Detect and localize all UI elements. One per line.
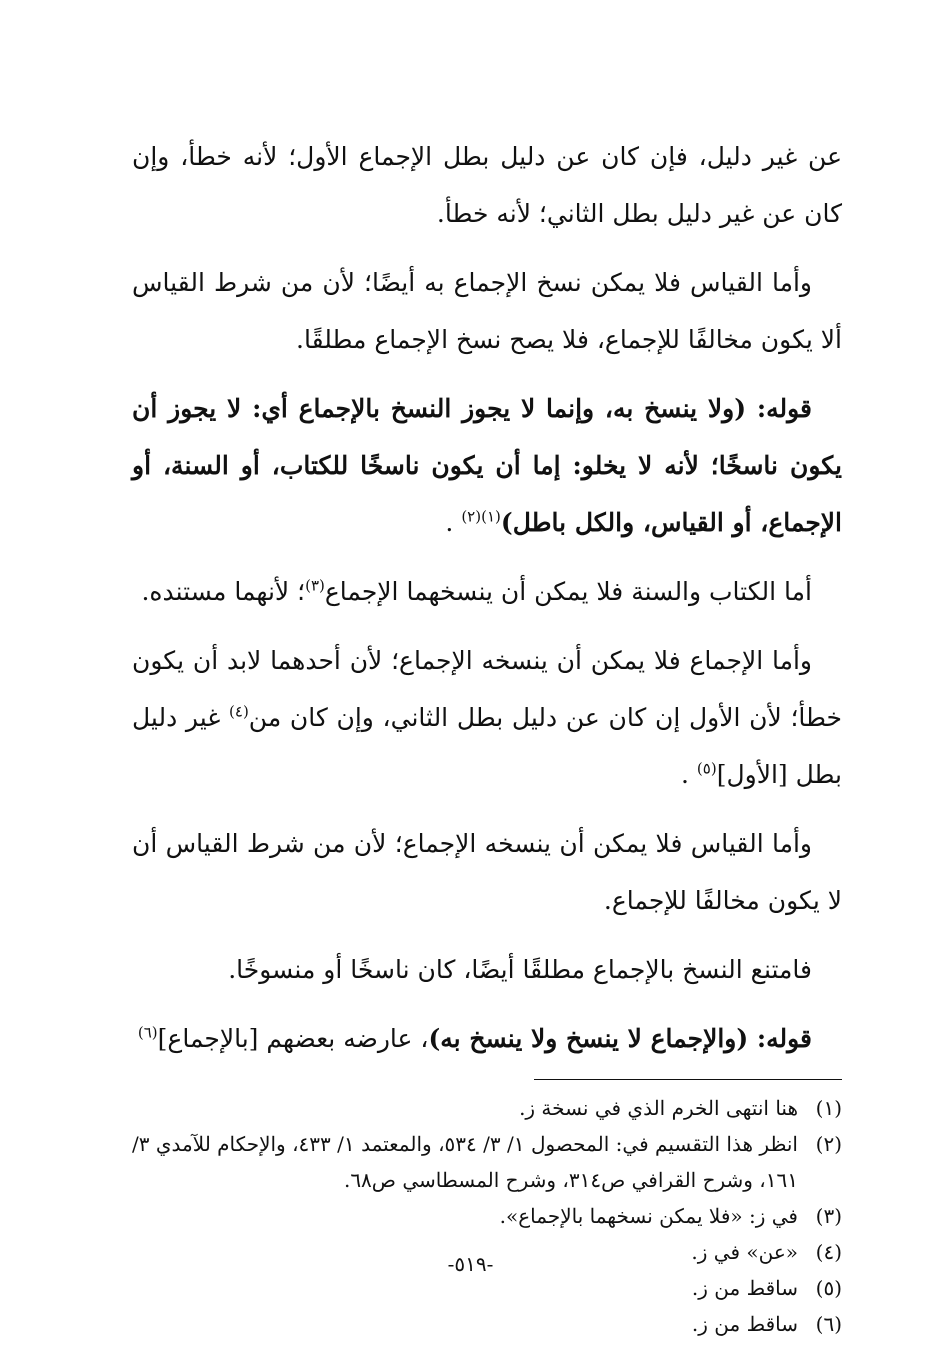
footnote-3	[132, 1198, 842, 1234]
footnote-ref: (٤)	[229, 702, 249, 721]
paragraph-2	[132, 254, 842, 368]
footnote-text: ساقط من ز.	[691, 1276, 798, 1300]
footnote-number: (٢)	[815, 1132, 842, 1156]
main-text	[132, 128, 842, 1067]
footnote-text: في ز: «فلا يمكن نسخهما بالإجماع».	[499, 1204, 798, 1228]
paragraph-1	[132, 128, 842, 242]
footnote-text: انظر هذا التقسيم في: المحصول ١/ ٣/ ٥٣٤، والمعتمد ١/ ٤٣٣، والإحكام للآمدي ٣/ ١٦١، وشرح القرافي ص٣١٤، وشرح المسطاسي ص٦٨.	[132, 1132, 798, 1192]
footnote-ref: (٣)	[305, 576, 325, 595]
footnote-number: (١)	[815, 1096, 842, 1120]
text-run: وأما الإجماع فلا يمكن أن ينسخه الإجماع؛ لأن أحدهما لابد أن يكون خطأ؛ لأن الأول إن كان عن دليل بطل الثاني، وإن كان من	[132, 646, 842, 732]
paragraph-7	[132, 941, 842, 998]
paragraph-4	[132, 563, 842, 620]
footnote-text: ساقط من ز.	[691, 1312, 798, 1336]
text-run: ؛ لأنهما مستنده.	[141, 577, 306, 606]
footnotes	[132, 1090, 842, 1342]
page-number: -٥١٩-	[447, 1252, 494, 1276]
text-run: غير دليل بطل [الأول]	[132, 703, 842, 789]
footnote-text: «عن» في ز.	[691, 1240, 798, 1264]
paragraph-6	[132, 815, 842, 929]
text-run: .	[445, 508, 462, 537]
footnote-6	[132, 1306, 842, 1342]
paragraph-3	[132, 380, 842, 551]
text-run: وأما القياس فلا يمكن أن ينسخه الإجماع؛ لأن من شرط القياس أن لا يكون مخالفًا للإجماع.	[132, 829, 842, 915]
paragraph-5	[132, 632, 842, 803]
footnote-number: (٣)	[815, 1204, 842, 1228]
footnote-ref: (٦)	[137, 1023, 158, 1042]
footnote-text: هنا انتهى الخرم الذي في نسخة ز.	[519, 1096, 798, 1120]
footnote-ref: (٥)	[696, 759, 717, 778]
page-body	[132, 128, 842, 1342]
quoted-text: قوله: (والإجماع لا ينسخ ولا ينسخ به)	[428, 1024, 812, 1053]
text-run: عن غير دليل، فإن كان عن دليل بطل الإجماع الأول؛ لأنه خطأ، وإن كان عن غير دليل بطل الثاني؛ لأنه خطأ.	[132, 142, 842, 228]
text-run: فامتنع النسخ بالإجماع مطلقًا أيضًا، كان ناسخًا أو منسوخًا.	[228, 955, 812, 984]
footnote-number: (٤)	[815, 1240, 842, 1264]
text-run: وأما القياس فلا يمكن نسخ الإجماع به أيضًا؛ لأن من شرط القياس ألا يكون مخالفًا للإجماع، فلا يصح نسخ الإجماع مطلقًا.	[132, 268, 842, 354]
text-run: ، عارضه بعضهم [بالإجماع]	[157, 1024, 429, 1053]
footnote-number: (٥)	[815, 1276, 842, 1300]
footnote-number: (٦)	[815, 1312, 842, 1336]
footnote-divider	[534, 1079, 842, 1080]
text-run: أما الكتاب والسنة فلا يمكن أن ينسخهما الإجماع	[324, 577, 812, 606]
footnote-2	[132, 1126, 842, 1198]
text-run: .	[681, 760, 697, 789]
quoted-text: قوله: (ولا ينسخ به، وإنما لا يجوز النسخ بالإجماع أي: لا يجوز أن يكون ناسخًا؛ لأنه لا يخلو: إما أن يكون ناسخًا للكتاب، أو السنة، أو الإجماع، أو القياس، والكل باطل)	[132, 394, 842, 537]
paragraph-8	[132, 1010, 842, 1067]
footnote-ref: (١)(٢)	[461, 507, 501, 526]
footnote-1	[132, 1090, 842, 1126]
